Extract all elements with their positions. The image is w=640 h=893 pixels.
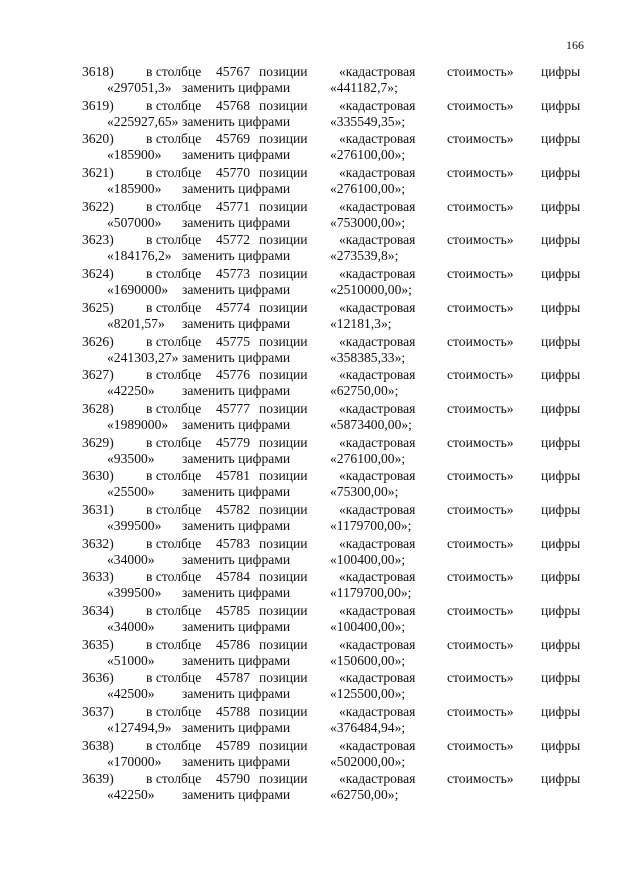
amendment-entry	[0, 367, 640, 401]
column-prefix: в столбце	[146, 501, 202, 517]
entry-line-2	[0, 147, 640, 164]
amendment-entry	[0, 199, 640, 233]
amendment-entry	[0, 334, 640, 368]
entry-line-1	[0, 771, 640, 788]
column-number: 45770	[216, 165, 250, 181]
new-value: «62750,00»;	[330, 787, 399, 803]
stoimost-word: стоимость»	[447, 97, 514, 113]
entry-line-2	[0, 518, 640, 535]
amendment-entry	[0, 704, 640, 738]
old-value: «51000»	[107, 652, 155, 668]
stoimost-word: стоимость»	[447, 434, 514, 450]
cifry-word: цифры	[541, 266, 581, 282]
entry-line-2	[0, 248, 640, 265]
entry-line-1	[0, 603, 640, 620]
entry-line-2	[0, 383, 640, 400]
replace-phrase: заменить цифрами	[182, 282, 291, 298]
new-value: «502000,00»;	[330, 753, 406, 769]
replace-phrase: заменить цифрами	[182, 652, 291, 668]
old-value: «507000»	[107, 214, 162, 230]
position-word: позиции	[259, 232, 308, 248]
entry-line-2	[0, 787, 640, 804]
new-value: «125500,00»;	[330, 686, 406, 702]
stoimost-word: стоимость»	[447, 333, 514, 349]
column-prefix: в столбце	[146, 266, 202, 282]
column-prefix: в столбце	[146, 603, 202, 618]
position-word: позиции	[259, 670, 308, 686]
position-word: позиции	[259, 97, 308, 113]
position-word: позиции	[259, 737, 308, 753]
cifry-word: цифры	[541, 131, 581, 147]
new-value: «335549,35»;	[330, 113, 406, 129]
column-number: 45784	[216, 569, 250, 585]
new-value: «2510000,00»;	[330, 282, 412, 298]
entry-number: 3618)	[82, 64, 114, 79]
column-prefix: в столбце	[146, 468, 202, 484]
position-word: позиции	[259, 165, 308, 181]
entry-line-2	[0, 754, 640, 771]
entry-line-1	[0, 266, 640, 283]
kadastrovaya-word: «кадастровая	[339, 636, 416, 652]
column-number: 45772	[216, 232, 250, 248]
entry-line-2	[0, 653, 640, 670]
column-prefix: в столбце	[146, 367, 202, 383]
old-value: «399500»	[107, 517, 162, 533]
entry-line-1	[0, 131, 640, 148]
replace-phrase: заменить цифрами	[182, 416, 291, 432]
old-value: «8201,57»	[107, 315, 165, 331]
entry-number: 3620)	[82, 131, 114, 147]
amendment-entry	[0, 468, 640, 502]
old-value: «1690000»	[107, 282, 169, 298]
entry-number: 3622)	[82, 198, 114, 214]
entry-line-2	[0, 451, 640, 468]
amendment-entry	[0, 670, 640, 704]
entry-line-1	[0, 569, 640, 586]
stoimost-word: стоимость»	[447, 737, 514, 753]
kadastrovaya-word: «кадастровая	[339, 468, 416, 484]
replace-phrase: заменить цифрами	[182, 551, 291, 567]
entry-number: 3631)	[82, 501, 114, 517]
old-value: «93500»	[107, 450, 155, 466]
stoimost-word: стоимость»	[447, 165, 514, 181]
column-prefix: в столбце	[146, 64, 202, 79]
new-value: «150600,00»;	[330, 652, 406, 668]
replace-phrase: заменить цифрами	[182, 113, 291, 129]
position-word: позиции	[259, 434, 308, 450]
replace-phrase: заменить цифрами	[182, 585, 291, 601]
column-number: 45787	[216, 670, 250, 686]
old-value: «297051,3»	[107, 80, 172, 95]
position-word: позиции	[259, 367, 308, 383]
entry-number: 3632)	[82, 535, 114, 551]
page-number: 166	[566, 38, 584, 52]
column-number: 45785	[216, 603, 250, 618]
entry-number: 3638)	[82, 737, 114, 753]
kadastrovaya-word: «кадастровая	[339, 603, 416, 618]
entry-line-2	[0, 484, 640, 501]
kadastrovaya-word: «кадастровая	[339, 501, 416, 517]
column-number: 45781	[216, 468, 250, 484]
cifry-word: цифры	[541, 636, 581, 652]
entry-line-1	[0, 98, 640, 115]
entry-number: 3624)	[82, 266, 114, 282]
new-value: «1179700,00»;	[330, 585, 412, 601]
old-value: «184176,2»	[107, 248, 172, 264]
entry-line-2	[0, 282, 640, 299]
entry-line-1	[0, 738, 640, 755]
column-number: 45789	[216, 737, 250, 753]
replace-phrase: заменить цифрами	[182, 686, 291, 702]
entry-line-1	[0, 502, 640, 519]
new-value: «276100,00»;	[330, 181, 406, 197]
old-value: «42500»	[107, 686, 155, 702]
column-number: 45768	[216, 97, 250, 113]
cifry-word: цифры	[541, 64, 581, 79]
entry-number: 3639)	[82, 771, 114, 787]
kadastrovaya-word: «кадастровая	[339, 333, 416, 349]
entry-line-2	[0, 552, 640, 569]
stoimost-word: стоимость»	[447, 535, 514, 551]
entry-number: 3636)	[82, 670, 114, 686]
position-word: позиции	[259, 704, 308, 720]
amendment-list	[0, 64, 640, 805]
position-word: позиции	[259, 603, 308, 618]
amendment-entry	[0, 435, 640, 469]
entry-number: 3625)	[82, 299, 114, 315]
new-value: «75300,00»;	[330, 484, 399, 500]
position-word: позиции	[259, 131, 308, 147]
cifry-word: цифры	[541, 771, 581, 787]
entry-line-2	[0, 114, 640, 131]
new-value: «12181,3»;	[330, 315, 392, 331]
new-value: «100400,00»;	[330, 619, 406, 634]
entry-line-1	[0, 232, 640, 249]
cifry-word: цифры	[541, 670, 581, 686]
kadastrovaya-word: «кадастровая	[339, 299, 416, 315]
entry-number: 3626)	[82, 333, 114, 349]
kadastrovaya-word: «кадастровая	[339, 400, 416, 416]
entry-line-1	[0, 64, 640, 81]
new-value: «276100,00»;	[330, 147, 406, 163]
old-value: «399500»	[107, 585, 162, 601]
kadastrovaya-word: «кадастровая	[339, 97, 416, 113]
replace-phrase: заменить цифрами	[182, 214, 291, 230]
stoimost-word: стоимость»	[447, 501, 514, 517]
entry-line-1	[0, 300, 640, 317]
entry-line-1	[0, 637, 640, 654]
entry-line-2	[0, 316, 640, 333]
entry-line-1	[0, 704, 640, 721]
position-word: позиции	[259, 299, 308, 315]
amendment-entry	[0, 266, 640, 300]
amendment-entry	[0, 637, 640, 671]
new-value: «376484,94»;	[330, 720, 406, 736]
column-number: 45774	[216, 299, 250, 315]
new-value: «753000,00»;	[330, 214, 406, 230]
new-value: «358385,33»;	[330, 349, 406, 365]
old-value: «34000»	[107, 619, 155, 634]
old-value: «241303,27»	[107, 349, 179, 365]
entry-number: 3619)	[82, 97, 114, 113]
column-number: 45777	[216, 400, 250, 416]
cifry-word: цифры	[541, 603, 581, 618]
column-prefix: в столбце	[146, 400, 202, 416]
position-word: позиции	[259, 468, 308, 484]
amendment-entry	[0, 131, 640, 165]
column-number: 45790	[216, 771, 250, 787]
position-word: позиции	[259, 569, 308, 585]
entry-line-2	[0, 720, 640, 737]
kadastrovaya-word: «кадастровая	[339, 771, 416, 787]
cifry-word: цифры	[541, 333, 581, 349]
kadastrovaya-word: «кадастровая	[339, 367, 416, 383]
cifry-word: цифры	[541, 501, 581, 517]
stoimost-word: стоимость»	[447, 400, 514, 416]
entry-number: 3634)	[82, 603, 114, 618]
old-value: «42250»	[107, 787, 155, 803]
column-prefix: в столбце	[146, 97, 202, 113]
column-number: 45771	[216, 198, 250, 214]
cifry-word: цифры	[541, 299, 581, 315]
amendment-entry	[0, 603, 640, 637]
old-value: «25500»	[107, 484, 155, 500]
stoimost-word: стоимость»	[447, 468, 514, 484]
position-word: позиции	[259, 266, 308, 282]
cifry-word: цифры	[541, 232, 581, 248]
position-word: позиции	[259, 64, 308, 79]
kadastrovaya-word: «кадастровая	[339, 670, 416, 686]
entry-line-1	[0, 670, 640, 687]
entry-number: 3633)	[82, 569, 114, 585]
kadastrovaya-word: «кадастровая	[339, 198, 416, 214]
kadastrovaya-word: «кадастровая	[339, 131, 416, 147]
stoimost-word: стоимость»	[447, 704, 514, 720]
entry-line-2	[0, 215, 640, 232]
entry-line-2	[0, 686, 640, 703]
column-prefix: в столбце	[146, 704, 202, 720]
position-word: позиции	[259, 636, 308, 652]
column-prefix: в столбце	[146, 771, 202, 787]
cifry-word: цифры	[541, 367, 581, 383]
old-value: «185900»	[107, 181, 162, 197]
replace-phrase: заменить цифрами	[182, 450, 291, 466]
new-value: «100400,00»;	[330, 551, 406, 567]
entry-line-2	[0, 181, 640, 198]
replace-phrase: заменить цифрами	[182, 248, 291, 264]
stoimost-word: стоимость»	[447, 670, 514, 686]
replace-phrase: заменить цифрами	[182, 80, 291, 95]
replace-phrase: заменить цифрами	[182, 484, 291, 500]
position-word: позиции	[259, 771, 308, 787]
entry-number: 3628)	[82, 400, 114, 416]
column-prefix: в столбце	[146, 299, 202, 315]
entry-number: 3635)	[82, 636, 114, 652]
entry-number: 3623)	[82, 232, 114, 248]
entry-number: 3629)	[82, 434, 114, 450]
column-prefix: в столбце	[146, 535, 202, 551]
stoimost-word: стоимость»	[447, 232, 514, 248]
entry-number: 3627)	[82, 367, 114, 383]
entry-number: 3637)	[82, 704, 114, 720]
cifry-word: цифры	[541, 97, 581, 113]
column-number: 45779	[216, 434, 250, 450]
amendment-entry	[0, 300, 640, 334]
entry-line-1	[0, 435, 640, 452]
replace-phrase: заменить цифрами	[182, 619, 291, 634]
entry-line-2	[0, 417, 640, 434]
new-value: «273539,8»;	[330, 248, 399, 264]
column-number: 45773	[216, 266, 250, 282]
kadastrovaya-word: «кадастровая	[339, 165, 416, 181]
new-value: «1179700,00»;	[330, 517, 412, 533]
replace-phrase: заменить цифрами	[182, 181, 291, 197]
column-prefix: в столбце	[146, 131, 202, 147]
kadastrovaya-word: «кадастровая	[339, 232, 416, 248]
kadastrovaya-word: «кадастровая	[339, 64, 416, 79]
column-number: 45769	[216, 131, 250, 147]
stoimost-word: стоимость»	[447, 636, 514, 652]
entry-line-2	[0, 585, 640, 602]
kadastrovaya-word: «кадастровая	[339, 569, 416, 585]
cifry-word: цифры	[541, 400, 581, 416]
entry-line-1	[0, 165, 640, 182]
old-value: «127494,9»	[107, 720, 172, 736]
replace-phrase: заменить цифрами	[182, 517, 291, 533]
position-word: позиции	[259, 501, 308, 517]
replace-phrase: заменить цифрами	[182, 147, 291, 163]
entry-line-1	[0, 334, 640, 351]
entry-line-2	[0, 350, 640, 367]
cifry-word: цифры	[541, 737, 581, 753]
cifry-word: цифры	[541, 434, 581, 450]
new-value: «5873400,00»;	[330, 416, 412, 432]
cifry-word: цифры	[541, 165, 581, 181]
column-prefix: в столбце	[146, 670, 202, 686]
amendment-entry	[0, 738, 640, 772]
column-prefix: в столбце	[146, 636, 202, 652]
stoimost-word: стоимость»	[447, 603, 514, 618]
new-value: «62750,00»;	[330, 383, 399, 399]
replace-phrase: заменить цифрами	[182, 753, 291, 769]
entry-line-1	[0, 401, 640, 418]
replace-phrase: заменить цифрами	[182, 720, 291, 736]
amendment-entry	[0, 98, 640, 132]
column-number: 45782	[216, 501, 250, 517]
column-prefix: в столбце	[146, 232, 202, 248]
amendment-entry	[0, 401, 640, 435]
column-number: 45786	[216, 636, 250, 652]
cifry-word: цифры	[541, 535, 581, 551]
stoimost-word: стоимость»	[447, 131, 514, 147]
entry-line-1	[0, 468, 640, 485]
column-prefix: в столбце	[146, 165, 202, 181]
column-number: 45776	[216, 367, 250, 383]
column-prefix: в столбце	[146, 333, 202, 349]
replace-phrase: заменить цифрами	[182, 383, 291, 399]
kadastrovaya-word: «кадастровая	[339, 535, 416, 551]
new-value: «441182,7»;	[330, 80, 398, 95]
old-value: «1989000»	[107, 416, 169, 432]
cifry-word: цифры	[541, 704, 581, 720]
amendment-entry	[0, 64, 640, 98]
entry-line-2	[0, 619, 640, 636]
old-value: «185900»	[107, 147, 162, 163]
entry-line-1	[0, 367, 640, 384]
entry-number: 3630)	[82, 468, 114, 484]
column-number: 45783	[216, 535, 250, 551]
cifry-word: цифры	[541, 468, 581, 484]
amendment-entry	[0, 536, 640, 570]
old-value: «34000»	[107, 551, 155, 567]
stoimost-word: стоимость»	[447, 367, 514, 383]
column-number: 45767	[216, 64, 250, 79]
entry-line-2	[0, 80, 640, 97]
replace-phrase: заменить цифрами	[182, 787, 291, 803]
column-prefix: в столбце	[146, 569, 202, 585]
old-value: «42250»	[107, 383, 155, 399]
replace-phrase: заменить цифрами	[182, 315, 291, 331]
kadastrovaya-word: «кадастровая	[339, 266, 416, 282]
position-word: позиции	[259, 535, 308, 551]
old-value: «170000»	[107, 753, 162, 769]
new-value: «276100,00»;	[330, 450, 406, 466]
replace-phrase: заменить цифрами	[182, 349, 291, 365]
cifry-word: цифры	[541, 198, 581, 214]
column-prefix: в столбце	[146, 737, 202, 753]
stoimost-word: стоимость»	[447, 198, 514, 214]
kadastrovaya-word: «кадастровая	[339, 737, 416, 753]
amendment-entry	[0, 232, 640, 266]
column-number: 45788	[216, 704, 250, 720]
entry-number: 3621)	[82, 165, 114, 181]
position-word: позиции	[259, 198, 308, 214]
amendment-entry	[0, 165, 640, 199]
entry-line-1	[0, 199, 640, 216]
stoimost-word: стоимость»	[447, 569, 514, 585]
kadastrovaya-word: «кадастровая	[339, 704, 416, 720]
position-word: позиции	[259, 400, 308, 416]
entry-line-1	[0, 536, 640, 553]
stoimost-word: стоимость»	[447, 64, 514, 79]
stoimost-word: стоимость»	[447, 299, 514, 315]
column-number: 45775	[216, 333, 250, 349]
column-prefix: в столбце	[146, 434, 202, 450]
old-value: «225927,65»	[107, 113, 179, 129]
amendment-entry	[0, 771, 640, 805]
cifry-word: цифры	[541, 569, 581, 585]
amendment-entry	[0, 569, 640, 603]
column-prefix: в столбце	[146, 198, 202, 214]
position-word: позиции	[259, 333, 308, 349]
amendment-entry	[0, 502, 640, 536]
kadastrovaya-word: «кадастровая	[339, 434, 416, 450]
stoimost-word: стоимость»	[447, 771, 514, 787]
stoimost-word: стоимость»	[447, 266, 514, 282]
